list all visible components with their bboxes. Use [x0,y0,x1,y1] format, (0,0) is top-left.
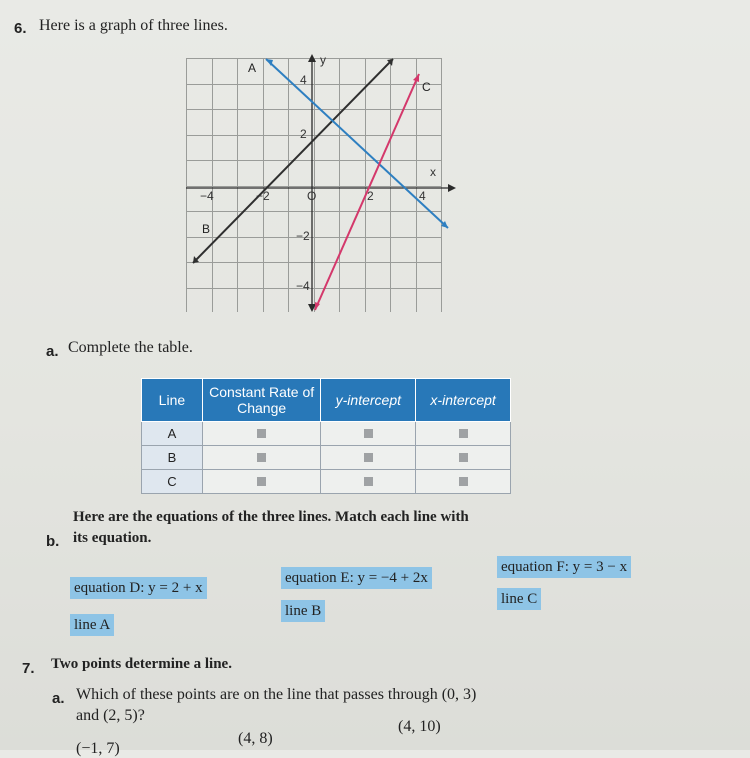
row-label-a: A [142,422,203,446]
x-tick-neg2: −2 [256,189,270,203]
part-b-text-line1: Here are the equations of the three lines. Match each line with [73,509,469,525]
answer-blank [257,477,266,486]
line-label-a: A [248,61,257,75]
answer-blank [257,429,266,438]
header-rate: Constant Rate of Change [202,379,321,422]
answer-e[interactable]: line B [281,600,325,622]
answer-blank [364,453,373,462]
choice-4-10[interactable]: (4, 10) [398,718,441,735]
choice-4-8[interactable]: (4, 8) [238,730,273,747]
part-b-letter: b. [46,533,60,550]
blank-cell[interactable] [416,470,511,494]
blank-cell[interactable] [416,446,511,470]
answer-blank [364,429,373,438]
question-6-text: Here is a graph of three lines. [39,17,228,34]
answer-f[interactable]: line C [497,588,541,610]
x-axis-label: x [430,165,436,179]
table-row [142,470,511,494]
origin-label: O [307,189,317,203]
line-pink-arrow-bottom [315,302,320,310]
x-tick-2: 2 [367,189,374,203]
line-label-b: B [202,222,211,236]
answer-blank [459,477,468,486]
answer-blank [364,477,373,486]
blank-cell[interactable] [321,470,416,494]
answer-d[interactable]: line A [70,614,114,636]
row-label-c: C [142,470,203,494]
question-7-number: 7. [22,660,35,677]
x-tick-neg4: −4 [200,189,214,203]
table-header-row [142,379,511,422]
x-axis-arrow [448,184,456,192]
answer-blank [257,453,266,462]
table-row [142,446,511,470]
answer-blank [459,429,468,438]
y-tick-4: 4 [300,73,307,87]
equation-f-label: equation F: y = 3 − x [497,556,631,578]
axes [186,54,456,312]
answer-blank [459,453,468,462]
q7-part-a-line2: and (2, 5)? [76,707,145,724]
q7-part-a-line1: Which of these points are on the line that passes through (0, 3) [76,686,477,703]
grid [186,58,442,312]
part-a-letter: a. [46,343,59,360]
y-tick-neg4: −4 [296,279,310,293]
y-tick-2: 2 [300,127,307,141]
row-label-b: B [142,446,203,470]
header-y-intercept: y-intercept [321,379,416,422]
choice-neg1-7[interactable]: (−1, 7) [76,740,120,757]
blank-cell[interactable] [202,446,321,470]
question-6-number: 6. [14,20,27,37]
blank-cell[interactable] [321,422,416,446]
equation-d-label: equation D: y = 2 + x [70,577,207,599]
table-row [142,422,511,446]
rate-table [141,378,511,494]
header-x-intercept: x-intercept [416,379,511,422]
blank-cell[interactable] [202,470,321,494]
coordinate-graph [186,50,458,312]
x-tick-4: 4 [419,189,426,203]
y-tick-neg2: −2 [296,229,310,243]
question-7-text: Two points determine a line. [51,656,232,672]
blank-cell[interactable] [416,422,511,446]
y-axis-label: y [320,53,326,67]
line-label-c: C [422,80,431,94]
blank-cell[interactable] [321,446,416,470]
equation-e-label: equation E: y = −4 + 2x [281,567,432,589]
header-line: Line [142,379,203,422]
blank-cell[interactable] [202,422,321,446]
part-a-text: Complete the table. [68,339,193,356]
part-b-text-line2: its equation. [73,530,152,546]
q7-part-a-letter: a. [52,690,65,707]
